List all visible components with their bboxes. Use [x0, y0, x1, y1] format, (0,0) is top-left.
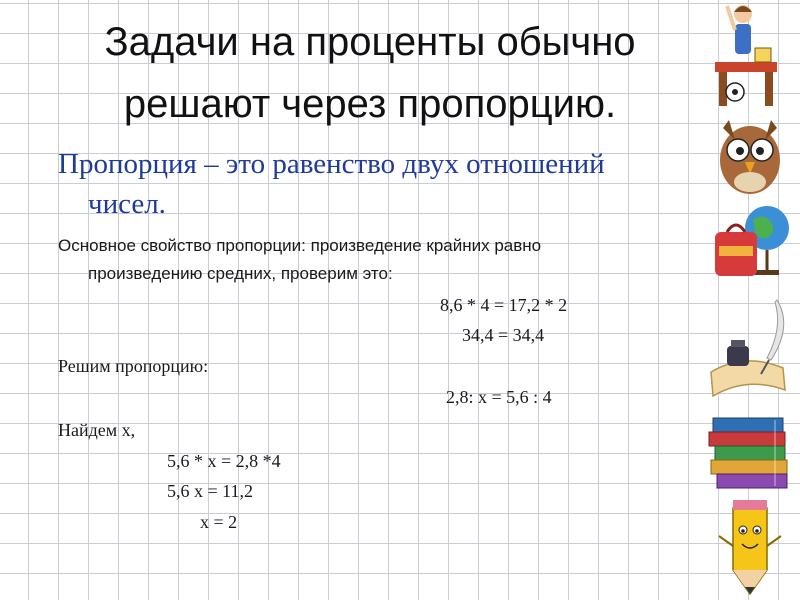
find-label: Найдем х,	[58, 420, 136, 440]
book-stack-icon	[709, 418, 787, 488]
property-line-1: Основное свойство пропорции: произведение крайних равно	[58, 236, 542, 255]
solution-step-1: 5,6 * х = 2,8 *4	[167, 451, 281, 471]
definition-line-2: чисел.	[88, 188, 166, 220]
school-bag-and-globe-icon	[715, 206, 789, 276]
proportion-equation: 2,8: х = 5,6 : 4	[446, 387, 552, 407]
solve-label: Решим пропорцию:	[58, 356, 209, 376]
definition-line-1: Пропорция – это равенство двух отношений	[58, 148, 605, 180]
solution-step-3: х = 2	[200, 512, 238, 532]
owl-icon	[720, 120, 780, 194]
quill-and-scroll-icon	[711, 300, 785, 396]
check-equation-1: 8,6 * 4 = 17,2 * 2	[440, 295, 568, 315]
property-line-2: произведению средних, проверим это:	[88, 264, 393, 283]
check-equation-2: 34,4 = 34,4	[462, 325, 545, 345]
pencil-character-icon	[719, 500, 781, 594]
slide-title-line-2: решают через пропорцию.	[123, 82, 617, 126]
slide-title-line-1: Задачи на проценты обычно	[104, 20, 636, 64]
teacher-at-desk-icon	[715, 5, 777, 106]
solution-step-2: 5,6 х = 11,2	[167, 481, 253, 501]
school-clipart-column	[705, 0, 800, 600]
